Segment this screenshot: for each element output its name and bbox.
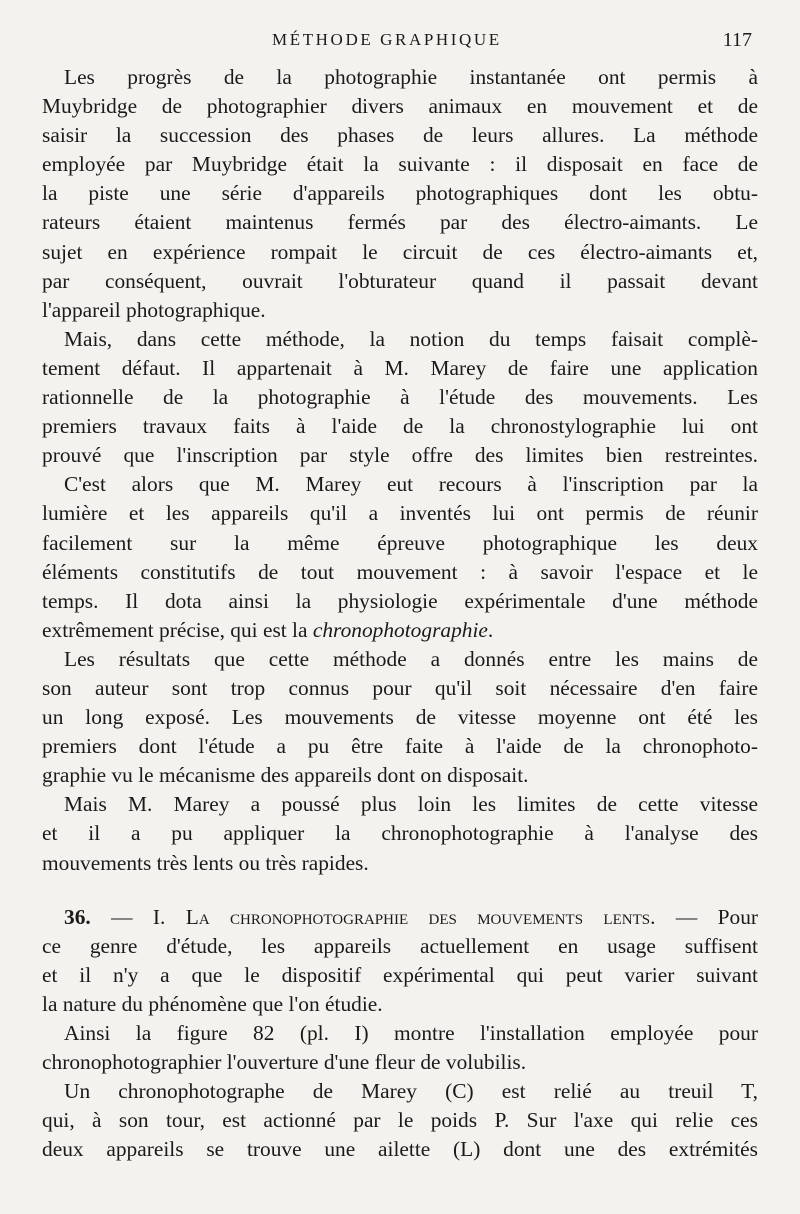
text-line: un long exposé. Les mouvements de vitesse moyenne ont été les <box>42 705 758 730</box>
text-line: premiers dont l'étude a pu être faite à l'aide de la chronophoto- <box>42 734 758 759</box>
italic-term: chronophotographie <box>312 617 488 642</box>
running-title: MÉTHODE GRAPHIQUE <box>272 30 502 49</box>
text-line <box>42 616 758 645</box>
text-line: et il n'y a que le dispositif expérimental qui peut varier suivant <box>42 962 758 987</box>
text-line: saisir la succession des phases de leurs allures. La méthode <box>42 123 758 148</box>
text-line: sujet en expérience rompait le circuit de ces électro-aimants et, <box>42 239 758 264</box>
text-line: rateurs étaient maintenus fermés par des électro-aimants. Le <box>42 210 758 235</box>
page-number: 117 <box>722 29 752 51</box>
text-line: temps. Il dota ainsi la physiologie expérimentale d'une méthode <box>42 588 758 613</box>
text-line: Les résultats que cette méthode a donnés entre les mains de <box>64 646 758 671</box>
paragraph <box>42 1077 758 1164</box>
text-line: mouvements très lents ou très rapides. <box>42 850 369 875</box>
text-line: son auteur sont trop connus pour qu'il soit nécessaire d'en faire <box>42 675 758 700</box>
text-line: éléments constitutifs de tout mouvement : à savoir l'espace et le <box>42 559 758 584</box>
paragraph <box>42 790 758 877</box>
text-line: Ainsi la figure 82 (pl. I) montre l'installation employée pour <box>64 1021 758 1045</box>
paragraph <box>42 1019 758 1077</box>
text-line: Mais M. Marey a poussé plus loin les limites de cette vitesse <box>64 792 758 817</box>
text-line: la piste une série d'appareils photographiques dont les obtu- <box>42 181 758 206</box>
text-line: Un chronophotographe de Marey (C) est relié au treuil T, <box>64 1079 758 1104</box>
text-fragment: . <box>487 617 494 642</box>
text-line: lumière et les appareils qu'il a inventés lui ont permis de réunir <box>42 501 758 526</box>
paragraph <box>42 325 758 470</box>
section-spacer <box>42 878 758 903</box>
text-line: Mais, dans cette méthode, la notion du temps faisait complè- <box>64 326 758 351</box>
paragraph <box>42 63 758 325</box>
text-line: et il a pu appliquer la chronophotographie à l'analyse des <box>42 821 758 846</box>
section-36 <box>42 903 758 1019</box>
text-line: C'est alors que M. Marey eut recours à l'inscription par la <box>64 472 758 497</box>
text-line: premiers travaux faits à l'aide de la chronostylographie lui ont <box>42 414 758 439</box>
text-line: Les progrès de la photographie instantanée ont permis à <box>64 65 758 89</box>
text-fragment: extrêmement précise, qui est la <box>42 617 313 642</box>
text-line: deux appareils se trouve une ailette (L) dont une des extrémités <box>42 1137 758 1162</box>
text-line: prouvé que l'inscription par style offre des limites bien restreintes. <box>42 443 758 468</box>
paragraph <box>42 645 758 790</box>
section-heading-line <box>42 903 758 932</box>
text-line: l'appareil photographique. <box>42 297 266 322</box>
paragraph <box>42 470 758 645</box>
text-fragment: — I. <box>90 904 186 929</box>
text-line: par conséquent, ouvrait l'obturateur quand il passait devant <box>42 268 758 293</box>
text-line: Muybridge de photographier divers animaux en mouvement et de <box>42 94 758 119</box>
page-header <box>0 26 800 60</box>
section-number: 36. <box>64 904 91 929</box>
text-line: chronophotographier l'ouverture d'une fleur de volubilis. <box>42 1050 527 1075</box>
text-line: ce genre d'étude, les appareils actuellement en usage suffisent <box>42 933 758 958</box>
text-fragment: — Pour <box>655 904 758 929</box>
text-line: employée par Muybridge était la suivante : il disposait en face de <box>42 152 758 177</box>
text-line: qui, à son tour, est actionné par le poids P. Sur l'axe qui relie ces <box>42 1108 758 1133</box>
text-line: graphie vu le mécanisme des appareils dont on disposait. <box>42 763 529 788</box>
section-title: La chronophotographie des mouvements lents. <box>185 904 656 929</box>
text-line: facilement sur la même épreuve photographique les deux <box>42 530 758 555</box>
text-line: rationnelle de la photographie à l'étude des mouvements. Les <box>42 385 758 410</box>
text-line: tement défaut. Il appartenait à M. Marey de faire une application <box>42 355 758 380</box>
text-line: la nature du phénomène que l'on étudie. <box>42 991 383 1016</box>
body-text <box>42 63 758 1164</box>
